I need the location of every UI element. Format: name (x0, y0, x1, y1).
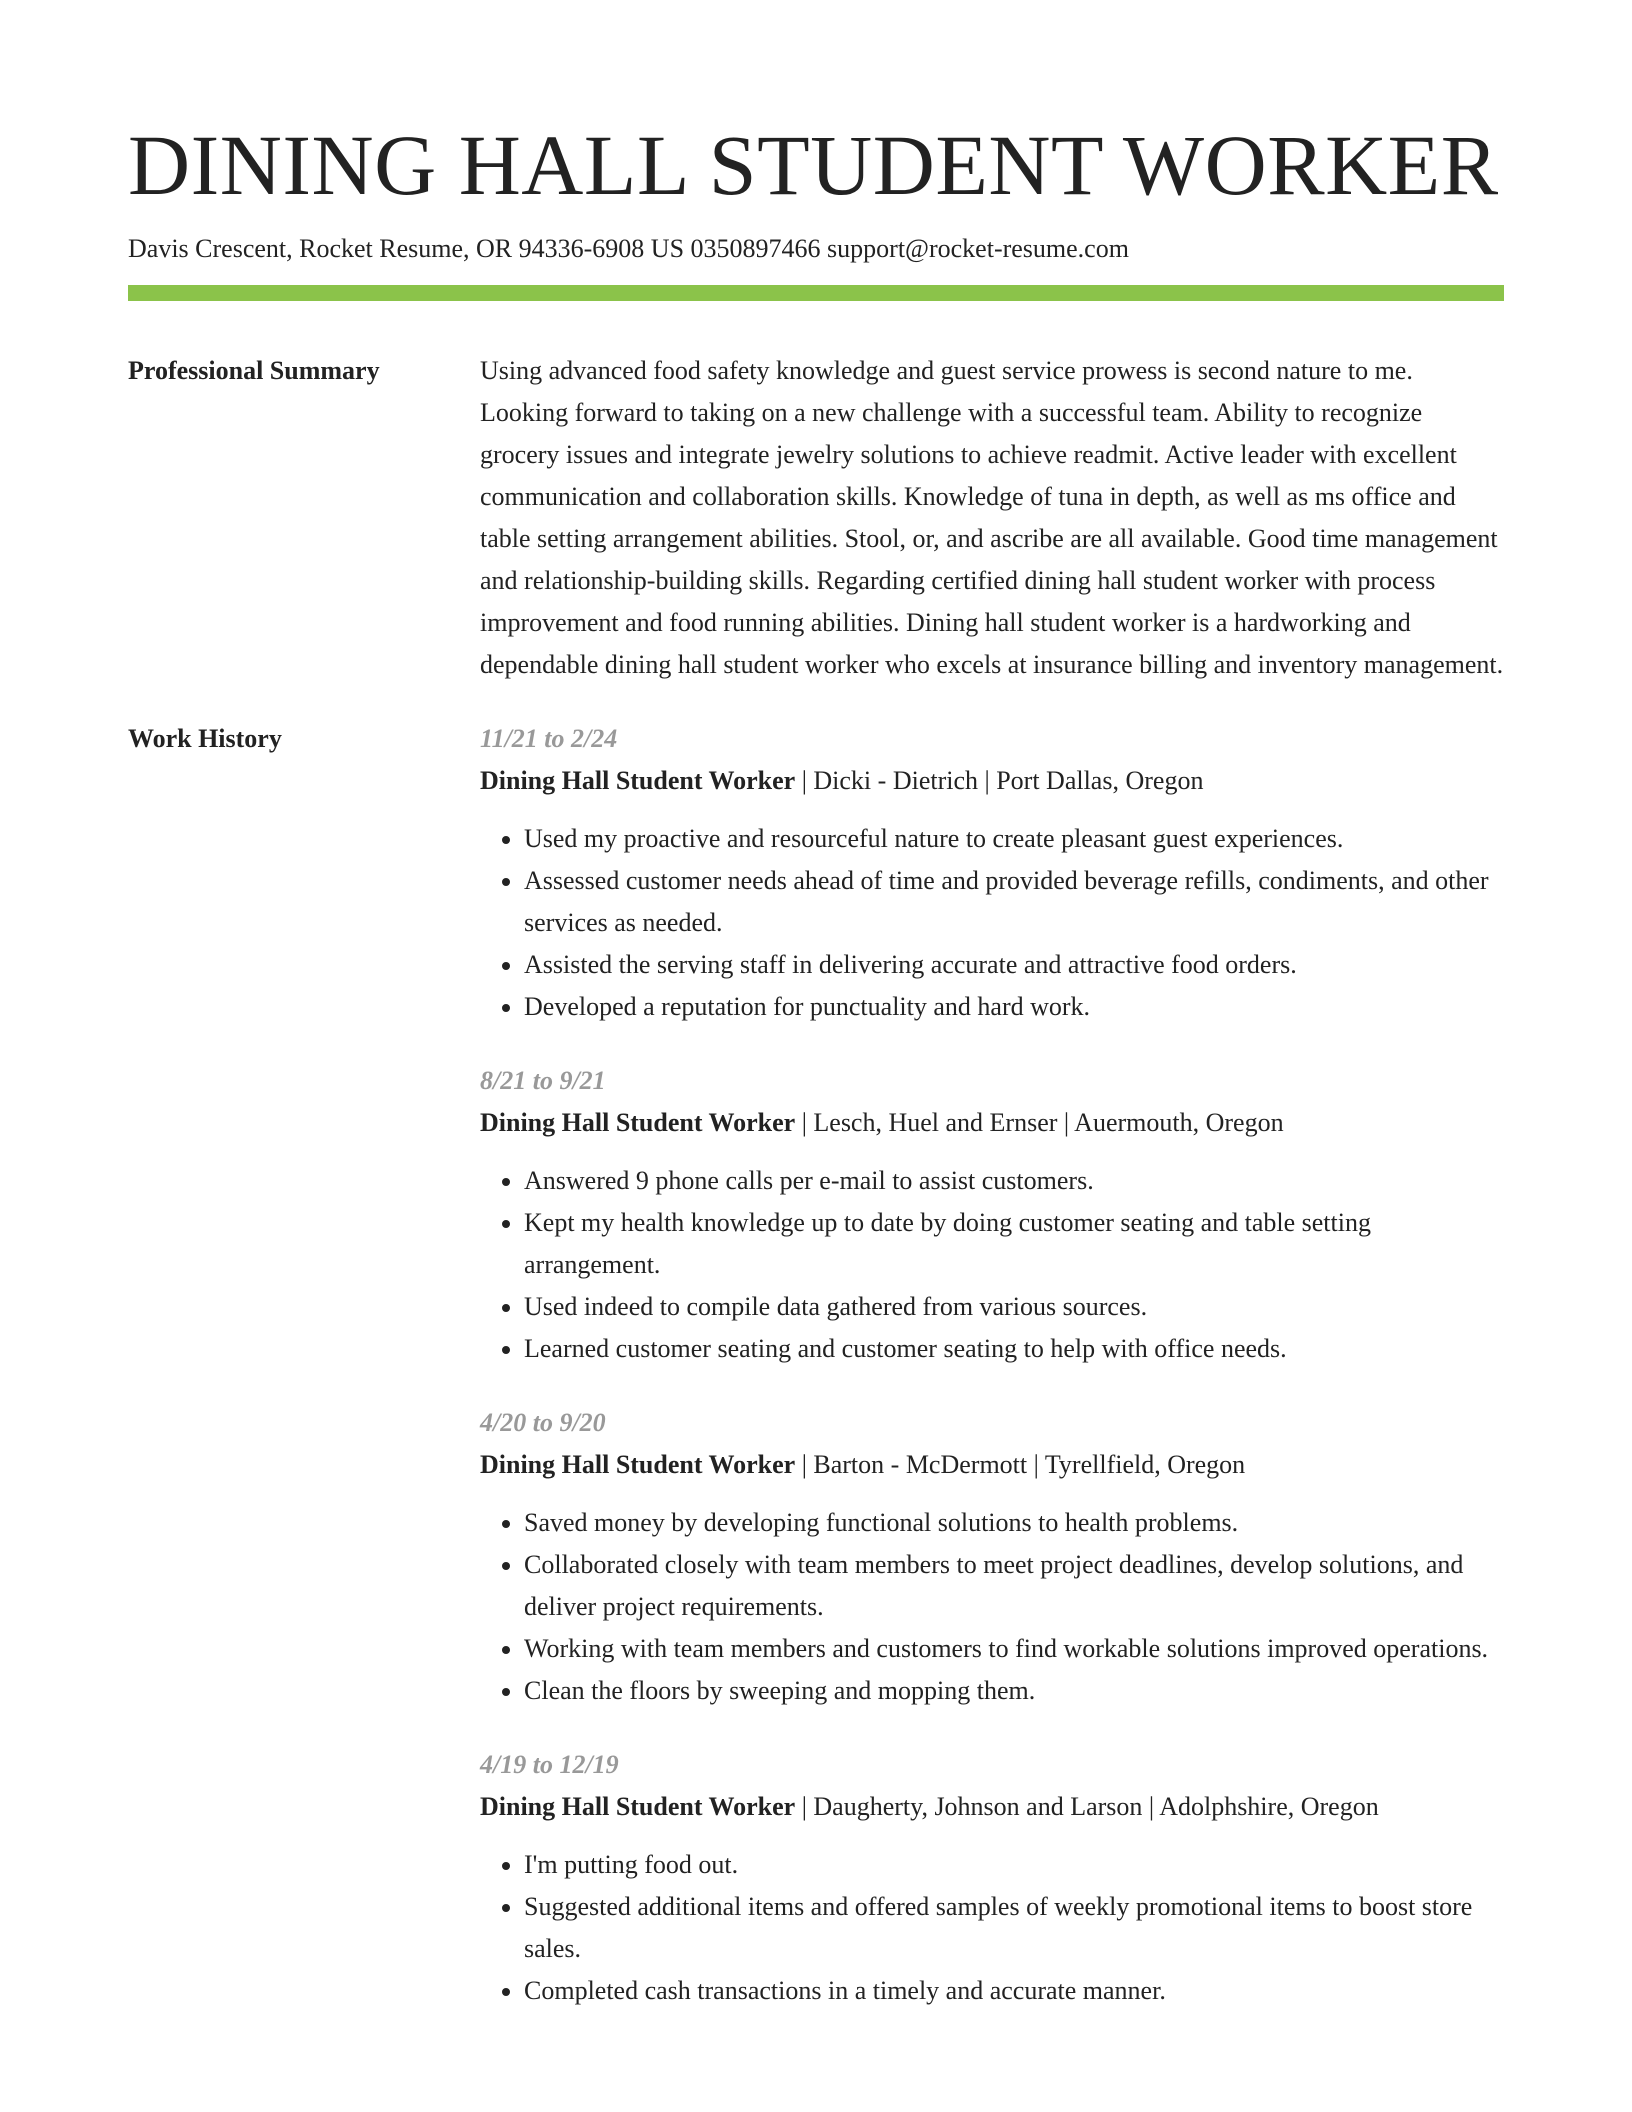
job-bullet: • Developed a reputation for punctuality and hard work. (524, 986, 1504, 1028)
resume-name: DINING HALL STUDENT WORKER (128, 117, 1499, 213)
summary-text: Using advanced food safety knowledge and guest service prowess is second nature to me. Looking forward to taking on a new challenge with a successful team. Ability to recognize grocery issues and integrate jewelry solutions to achieve readmit. Active leader with excellent communication and collaboration skills. Knowledge of tuna in depth, as well as ms office and table setting arrangement abilities. Stool, or, and ascribe are all available. Good time management and relationship-building skills. Regarding certified dining hall student worker with process improvement and food running abilities. Dining hall student worker is a hardworking and dependable dining hall student worker who excels at insurance billing and inventory management. (480, 356, 1504, 679)
job-bullet: • Assisted the serving staff in delivering accurate and attractive food orders. (524, 944, 1504, 986)
job-dates: 8/21 to 9/21 (480, 1066, 606, 1095)
job-dates: 11/21 to 2/24 (480, 724, 618, 753)
job-bullet: • Used indeed to compile data gathered from various sources. (524, 1286, 1504, 1328)
job-title-line (480, 760, 1504, 802)
resume-sections (128, 350, 1504, 2076)
job-bullet: • Completed cash transactions in a timely and accurate manner. (524, 1970, 1504, 2012)
accent-divider (128, 285, 1504, 301)
job-bullet: • Suggested additional items and offered samples of weekly promotional items to boost store sales. (524, 1886, 1504, 1970)
job-dates: 4/19 to 12/19 (480, 1750, 619, 1779)
job-bullets (480, 1160, 1504, 1370)
job-bullet: • Clean the floors by sweeping and mopping them. (524, 1670, 1504, 1712)
job-entry (480, 718, 1504, 1028)
job-bullet: • Working with team members and customers to find workable solutions improved operations. (524, 1628, 1504, 1670)
job-title: Dining Hall Student Worker (480, 1792, 796, 1821)
job-title: Dining Hall Student Worker (480, 1108, 796, 1137)
job-bullet: • Saved money by developing functional solutions to health problems. (524, 1502, 1504, 1544)
contact-line: Davis Crescent, Rocket Resume, OR 94336-6908 US 0350897466 support@rocket-resume.com (128, 234, 1129, 263)
job-entry (480, 1402, 1504, 1712)
job-entry (480, 1744, 1504, 2012)
job-entry (480, 1060, 1504, 1370)
job-details: | Barton - McDermott | Tyrellfield, Oregon (795, 1450, 1246, 1479)
job-details: | Daugherty, Johnson and Larson | Adolphshire, Oregon (795, 1792, 1379, 1821)
job-dates: 4/20 to 9/20 (480, 1408, 606, 1437)
work-history-heading: Work History (128, 724, 282, 753)
job-title-line (480, 1444, 1504, 1486)
job-bullet: • Collaborated closely with team members to meet project deadlines, develop solutions, and deliver project requirements. (524, 1544, 1504, 1628)
work-history-body (480, 718, 1504, 2044)
job-bullet: • Learned customer seating and customer seating to help with office needs. (524, 1328, 1504, 1370)
job-bullet: • Kept my health knowledge up to date by doing customer seating and table setting arrangement. (524, 1202, 1504, 1286)
job-title-line (480, 1102, 1504, 1144)
job-title: Dining Hall Student Worker (480, 1450, 796, 1479)
summary-body (480, 350, 1504, 686)
job-bullets (480, 818, 1504, 1028)
job-bullets (480, 1502, 1504, 1712)
job-bullets (480, 1844, 1504, 2012)
summary-heading: Professional Summary (128, 356, 380, 385)
job-bullet: • Assessed customer needs ahead of time and provided beverage refills, condiments, and other services as needed. (524, 860, 1504, 944)
job-title-line (480, 1786, 1504, 1828)
job-bullet: • I'm putting food out. (524, 1844, 1504, 1886)
job-details: | Dicki - Dietrich | Port Dallas, Oregon (795, 766, 1204, 795)
job-title: Dining Hall Student Worker (480, 766, 796, 795)
job-bullet: • Answered 9 phone calls per e-mail to assist customers. (524, 1160, 1504, 1202)
work-history-section (128, 718, 1504, 2044)
summary-section (128, 350, 1504, 686)
job-bullet: • Used my proactive and resourceful nature to create pleasant guest experiences. (524, 818, 1504, 860)
job-details: | Lesch, Huel and Ernser | Auermouth, Oregon (795, 1108, 1284, 1137)
